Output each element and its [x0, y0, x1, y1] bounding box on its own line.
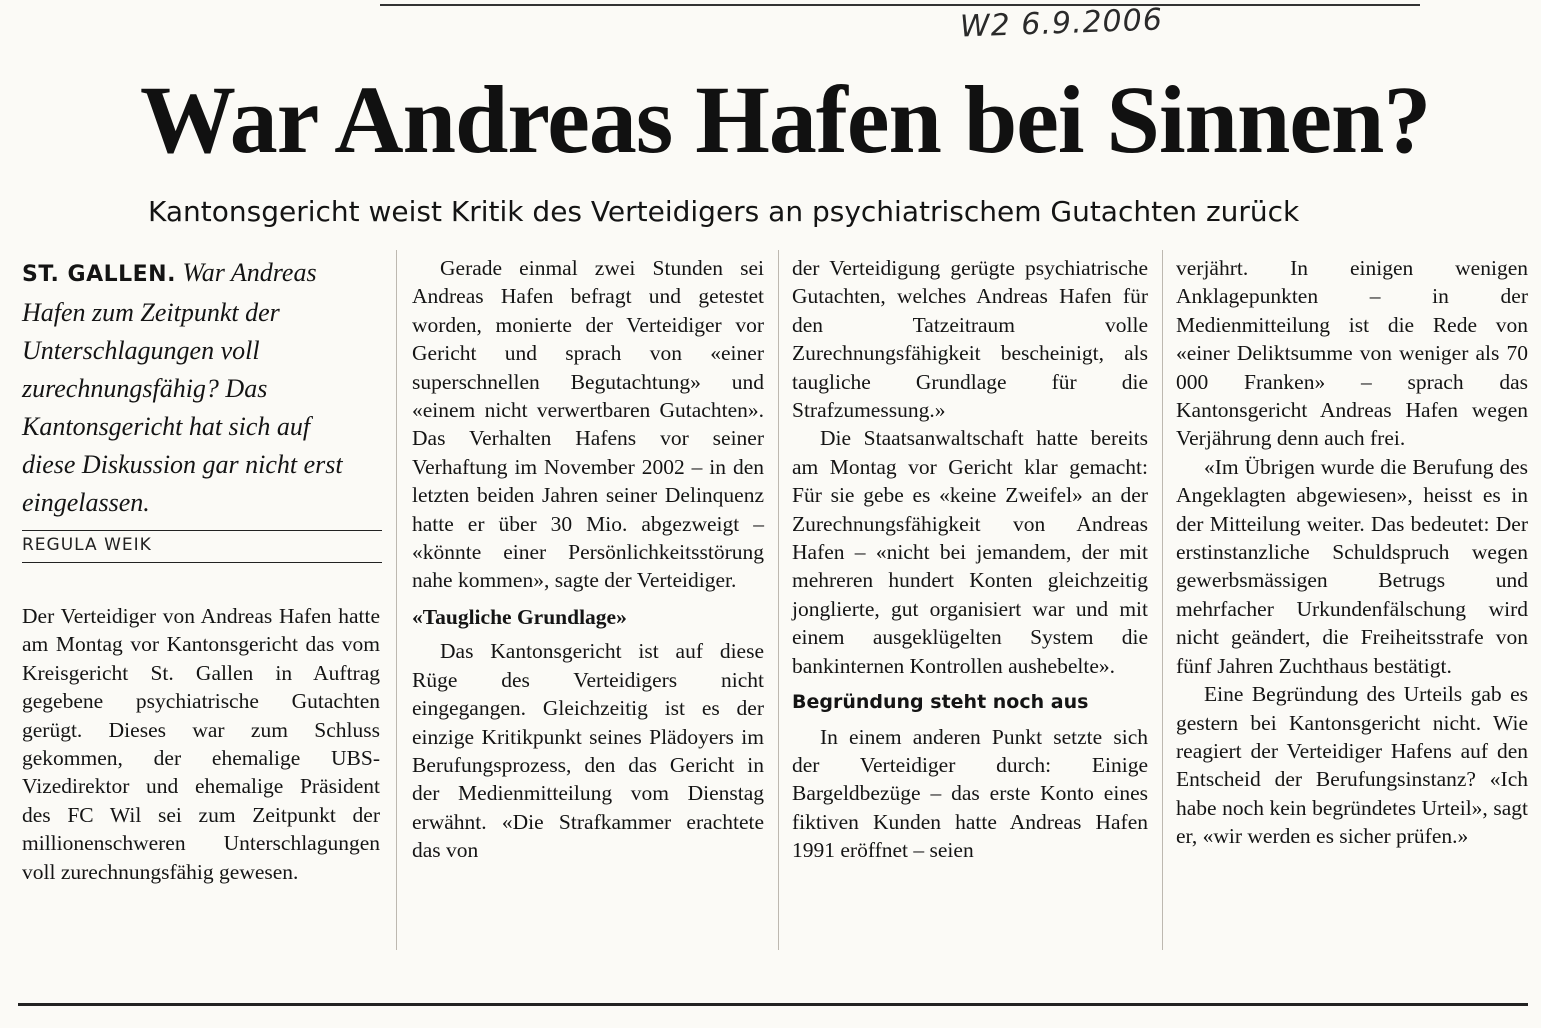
col2-paragraph-2: Das Kantonsgericht ist auf diese Rüge des Verteidigers nicht eingegangen. Gleichzeitig ist es der einzige Kritikpunkt seines Plädoyers im Berufungsprozess, den das Gericht in der Medienmitteilung vom Dienstag erwähnt. «Die Strafkammer erachtete das von [412, 639, 764, 863]
handwritten-date-note: W2 6.9.2006 [959, 2, 1164, 45]
byline-rule-bottom [22, 562, 382, 563]
column-divider-2 [778, 250, 779, 950]
headline: War Andreas Hafen bei Sinnen? [140, 66, 1431, 173]
col4-paragraph-1: verjährt. In einigen wenigen Anklagepunkten – in der Medienmitteilung ist die Rede von «einer Deliktsumme von weniger als 70 000 Franken» – sprach das Kantonsgericht Andreas Hafen wegen Verjährung denn auch frei. [1176, 256, 1528, 451]
col4-paragraph-2: «Im Übrigen wurde die Berufung des Angeklagten abgewiesen», heisst es in der Mitteilung weiter. Das bedeutet: Der erstinstanzliche Schuldspruch wegen gewerbsmässigen Betrugs und mehrfacher Urkundenfälschung wird nicht geändert, die Freiheitsstrafe von fünf Jahren Zuchthaus bestätigt. [1176, 454, 1528, 678]
byline: REGULA WEIK [22, 535, 152, 555]
column-divider-1 [396, 250, 397, 950]
col4-paragraph-3: Eine Begründung des Urteils gab es gestern bei Kantonsgericht nicht. Wie reagiert der Verteidiger Hafens auf den Entscheid der Berufungsinstanz? «Ich habe noch kein begründetes Urteil», sagt er, «wir werden es sicher prüfen.» [1176, 682, 1528, 849]
dateline-place: ST. GALLEN. [22, 262, 176, 287]
subheadline: Kantonsgericht weist Kritik des Verteidigers an psychiatrischem Gutachten zurück [148, 195, 1300, 228]
byline-rule-top [22, 530, 382, 531]
col1-paragraph: Der Verteidiger von Andreas Hafen hatte am Montag vor Kantonsgericht das vom Kreisgericht St. Gallen in Auftrag gegebene psychiatrische Gutachten gerügt. Dieses war zum Schluss gekommen, der ehemalige UBS-Vizedirektor und ehemalige Präsident des FC Wil sei zum Zeitpunkt der millionenschweren Unterschlagungen voll zurechnungsfähig gewesen. [22, 604, 380, 884]
lead-paragraph [22, 254, 352, 522]
column-divider-3 [1162, 250, 1163, 950]
top-rule [380, 4, 1420, 6]
col3-paragraph-2: Die Staatsanwaltschaft hatte bereits am Montag vor Gericht klar gemacht: Für sie gebe es «keine Zweifel» an der Zurechnungsfähigkeit von Andreas Hafen – «nicht bei jemandem, der mit mehreren hundert Konten gleichzeitig jonglierte, gut organisiert war und mit einem ausgeklügelten System die bankinternen Kontrollen aushebelte». [792, 426, 1148, 678]
bottom-rule [18, 1003, 1528, 1006]
col2-subtitle: «Taugliche Grundlage» [412, 604, 627, 629]
col3-paragraph-3: In einem anderen Punkt setzte sich der Verteidiger durch: Einige Bargeldbezüge – das erste Konto eines fiktiven Kunden hatte Andreas Hafen 1991 eröffnet – seien [792, 724, 1148, 863]
lead-text: War Andreas Hafen zum Zeitpunkt der Unterschlagungen voll zurechnungsfähig? Das Kantonsgericht hat sich auf diese Diskussion gar nicht erst eingelassen. [22, 258, 343, 517]
col2-paragraph-1: Gerade einmal zwei Stunden sei Andreas Hafen befragt und getestet worden, monierte der Verteidiger vor Gericht und sprach von «einer superschnellen Begutachtung» und «einem nicht verwertbaren Gutachten». Das Verhalten Hafens vor seiner Verhaftung im November 2002 – in den letzten beiden Jahren seiner Delinquenz hatte er über 30 Mio. abgezweigt – «könnte einer Persönlichkeitsstörung nahe kommen», sagte der Verteidiger. [412, 256, 764, 593]
column-3 [792, 254, 1148, 865]
column-2 [412, 254, 764, 865]
col3-paragraph-1: der Verteidigung gerügte psychiatrische Gutachten, welches Andreas Hafen für den Tatzeitraum volle Zurechnungsfähigkeit bescheinigt, als taugliche Grundlage für die Strafzumessung.» [792, 256, 1148, 423]
column-4 [1176, 254, 1528, 851]
column-1 [22, 602, 380, 886]
col3-subtitle: Begründung steht noch aus [792, 691, 1089, 714]
